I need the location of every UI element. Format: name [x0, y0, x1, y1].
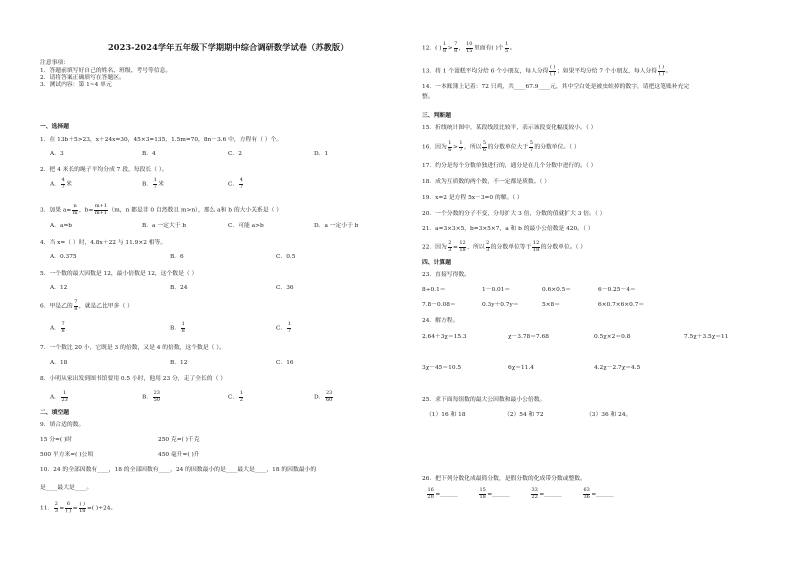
exam-title: 2023-2024学年五年级下学期期中综合调研数学试卷（苏教版） — [108, 42, 349, 52]
section-compute: 四、计算题 — [422, 260, 451, 266]
q9-item-2: 250 克=( )千克 — [158, 437, 200, 443]
q23-item: 5×8＝ — [542, 302, 561, 308]
q4-stem: 4．当 x=（ ）时，4.8x＋22 与 11.9×2 相等。 — [40, 240, 167, 246]
q20: 20．一个分数的分子不变，分母扩大 3 倍，分数的值就扩大 3 倍。（ ） — [422, 211, 606, 217]
q8-option-b: B． $\frac{23}{50}$ — [142, 390, 160, 403]
q4-option-b: B．6 — [170, 254, 184, 260]
q26-item: $\frac{63}{36}$ =______ — [583, 487, 614, 500]
q23-stem: 23．直接写得数。 — [422, 272, 470, 278]
q8-option-a: A． $\frac{1}{23}$ — [50, 390, 68, 403]
q5-option-a: A．12 — [50, 285, 68, 291]
q21: 21．a=3×3×5，b=3×5×7，a 和 b 的最小公倍数是 420。（ ） — [422, 226, 594, 232]
q24-equation: 0.5χ×2＝0.8 — [594, 334, 631, 340]
q2-option-a: A． $\frac{4}{7}$ 米 — [50, 177, 72, 190]
q23-item: 6－0.25－4＝ — [598, 287, 636, 293]
q8-stem: 8．小明从家出发到图书馆要用 0.5 小时，他用 23 分，走了全长的（ ） — [40, 376, 227, 382]
q5-stem: 5．一个数的最大因数是 12，最小倍数是 12，这个数是（ ） — [40, 271, 198, 277]
q1-option-a: A．3 — [50, 151, 64, 157]
q1-option-b: B．4 — [142, 151, 156, 157]
q13-stem: 13．将 1 个蛋糕平均分给 6 个小朋友，每人分得 $\frac{( )}{( )}$ ；如果平均分给 7 个小朋友，每人分得 $\frac{( )}{( )}$ 。 — [422, 64, 672, 77]
notes-heading: 注意事项： — [40, 60, 69, 66]
q22-stem: 22．因为 $\frac{2}{3}$ = $\frac{12}{18}$ ，所以 $\frac{2}{3}$ 的分数单位等于 $\frac{12}{18}$ 的分数单位。（ ） — [422, 240, 587, 253]
q15: 15．折线统计图中，某段线段比较平，表示该段变化幅度较小。（ ） — [422, 125, 597, 131]
q9-stem: 9．填合适的数。 — [40, 422, 85, 428]
q25-item: （3）36 和 24。 — [586, 412, 632, 418]
q2-option-b: B． $\frac{1}{7}$ 米 — [142, 177, 165, 190]
q25-item: （1）16 和 18 — [426, 412, 466, 418]
q24-stem: 24．解方程。 — [422, 318, 459, 324]
q24-equation: χ－3.78＝7.68 — [508, 334, 549, 340]
q10-line-1: 10．24 的全部因数有____，18 的全部因数有____，24 的因数最小的是____最大是____，18 的因数最小的 — [40, 467, 317, 473]
q7-option-a: A．18 — [50, 360, 68, 366]
q12-stem: 12．( ) $\frac{1}{8}$ > $\frac{7}{8}$ ， $\frac{10}{15}$ 里面有( )个 $\frac{1}{5}$ 。 — [422, 41, 516, 54]
q3-stem: 3．加果 a= $\frac{n}{m}$ ，b= $\frac{m+1}{m+1}$ （m，n 都是非 0 自然数且 m>n），那么 a和 b 的大小关系是（ ） — [40, 203, 283, 216]
q26-item: $\frac{15}{18}$ =______ — [479, 487, 510, 500]
q23-item: 6×0.7×6×0.7＝ — [598, 302, 645, 308]
note-3: 3．测试内容：第 1~4 单元 — [40, 82, 112, 88]
q26-item: $\frac{16}{20}$ =______ — [427, 487, 458, 500]
q4-option-c: C．0.5 — [276, 254, 296, 260]
q24-equation: 4.2χ－2.7χ＝4.5 — [594, 365, 641, 371]
q9-item-3: 500 平方米=( )公顷 — [40, 452, 94, 458]
q3-option-b: B．a 一定大于 b — [142, 223, 187, 229]
q18: 18．成为互质数的两个数，不一定都是质数。（ ） — [422, 179, 551, 185]
q2-option-c: C． $\frac{4}{7}$ — [228, 177, 243, 190]
q4-option-a: A．0.375 — [50, 254, 77, 260]
q23-item: 8÷0.1＝ — [422, 287, 446, 293]
q6-option-c: C． $\frac{1}{7}$ — [276, 321, 291, 334]
q1-stem: 1．在 13b＋5>23，x＋24x=30，45×3=135，1.5m=70，8n－3.6 中，方程有（ ）个。 — [40, 137, 283, 143]
q9-item-1: 15 分=( )时 — [40, 437, 73, 443]
q26-item: $\frac{33}{22}$ =______ — [531, 487, 562, 500]
section-choice: 一、选择题 — [40, 124, 69, 130]
q3-option-a: A．a=b — [50, 223, 73, 229]
note-1: 1．答题前填写好自己的姓名、班级、考号等信息。 — [40, 68, 172, 74]
q14-line-2: 整。 — [422, 94, 434, 100]
q5-option-b: B．24 — [170, 285, 188, 291]
q24-equation: 2.64＋3χ＝15.3 — [422, 334, 467, 340]
q25-stem: 25．求下面每组数的最大公因数和最小公倍数。 — [422, 397, 546, 403]
q17: 17．约分是每个分数单独进行的，通分是在几个分数中进行的。（ ） — [422, 163, 597, 169]
q7-option-b: B．12 — [170, 360, 188, 366]
q11-stem: 11． $\frac{2}{3}$ = $\frac{6}{( )}$ = $\frac{( )}{18}$ =( )÷24。 — [40, 501, 117, 514]
q5-option-c: C．36 — [276, 285, 294, 291]
q24-equation: 7.5χ＋3.5χ＝11 — [684, 334, 729, 340]
q23-item: 0.6×0.5＝ — [542, 287, 572, 293]
q23-item: 7.8－0.08＝ — [422, 302, 456, 308]
q8-option-d: D． $\frac{23}{60}$ — [314, 390, 333, 403]
q23-item: 0.3y＋0.7y＝ — [482, 302, 519, 308]
q6-option-b: B． $\frac{1}{8}$ — [170, 321, 185, 334]
q1-option-d: D．1 — [314, 151, 329, 157]
q3-option-d: D．a 一定小于 b — [314, 223, 359, 229]
q6-stem: 6．甲是乙的 $\frac{7}{8}$ ，就是乙比甲多（ ） — [40, 299, 133, 312]
q16-stem: 16．因为 $\frac{1}{6}$ > $\frac{1}{7}$ ，所以 $\frac{5}{6}$ 的分数单位大于 $\frac{5}{7}$ 的分数单位。（ ） — [422, 140, 580, 153]
q10-line-2: 是____最大是____。 — [40, 485, 93, 491]
q2-stem: 2．把 4 米长的绳子平均分成 7 段，每段长（ ）。 — [40, 167, 168, 173]
q7-option-c: C．16 — [276, 360, 294, 366]
q14-line-1: 14．一本账簿上记着：72 只鸡，共____67.9____元，其中空白处是被虫蛀掉的数字，请把这笔账补充完 — [422, 84, 690, 90]
q23-item: 1－0.01＝ — [482, 287, 511, 293]
q6-option-a: A． $\frac{7}{8}$ — [50, 321, 65, 334]
q24-equation: 3χ－45＝10.5 — [422, 365, 462, 371]
q19: 19．x=2 是方程 5x－3=0 的解。（ ） — [422, 195, 523, 201]
q8-option-c: C． $\frac{1}{2}$ — [228, 390, 243, 403]
note-2: 2．请将答案正确填写在答题区。 — [40, 75, 125, 81]
q1-option-c: C．2 — [228, 151, 242, 157]
section-judge: 三、判断题 — [422, 113, 451, 119]
q25-item: （2）54 和 72 — [504, 412, 544, 418]
q26-stem: 26．把下列分数化成最简分数，是假分数的化成带分数或整数。 — [422, 476, 586, 482]
q3-option-c: C．可能 a>b — [228, 223, 264, 229]
q7-stem: 7．一个数比 20 小，它既是 3 的倍数，又是 4 的倍数，这个数是（ ）。 — [40, 345, 225, 351]
section-fill: 二、填空题 — [40, 410, 69, 416]
q9-item-4: 450 毫升=( )升 — [158, 452, 200, 458]
q24-equation: 6χ＝11.4 — [508, 365, 534, 371]
